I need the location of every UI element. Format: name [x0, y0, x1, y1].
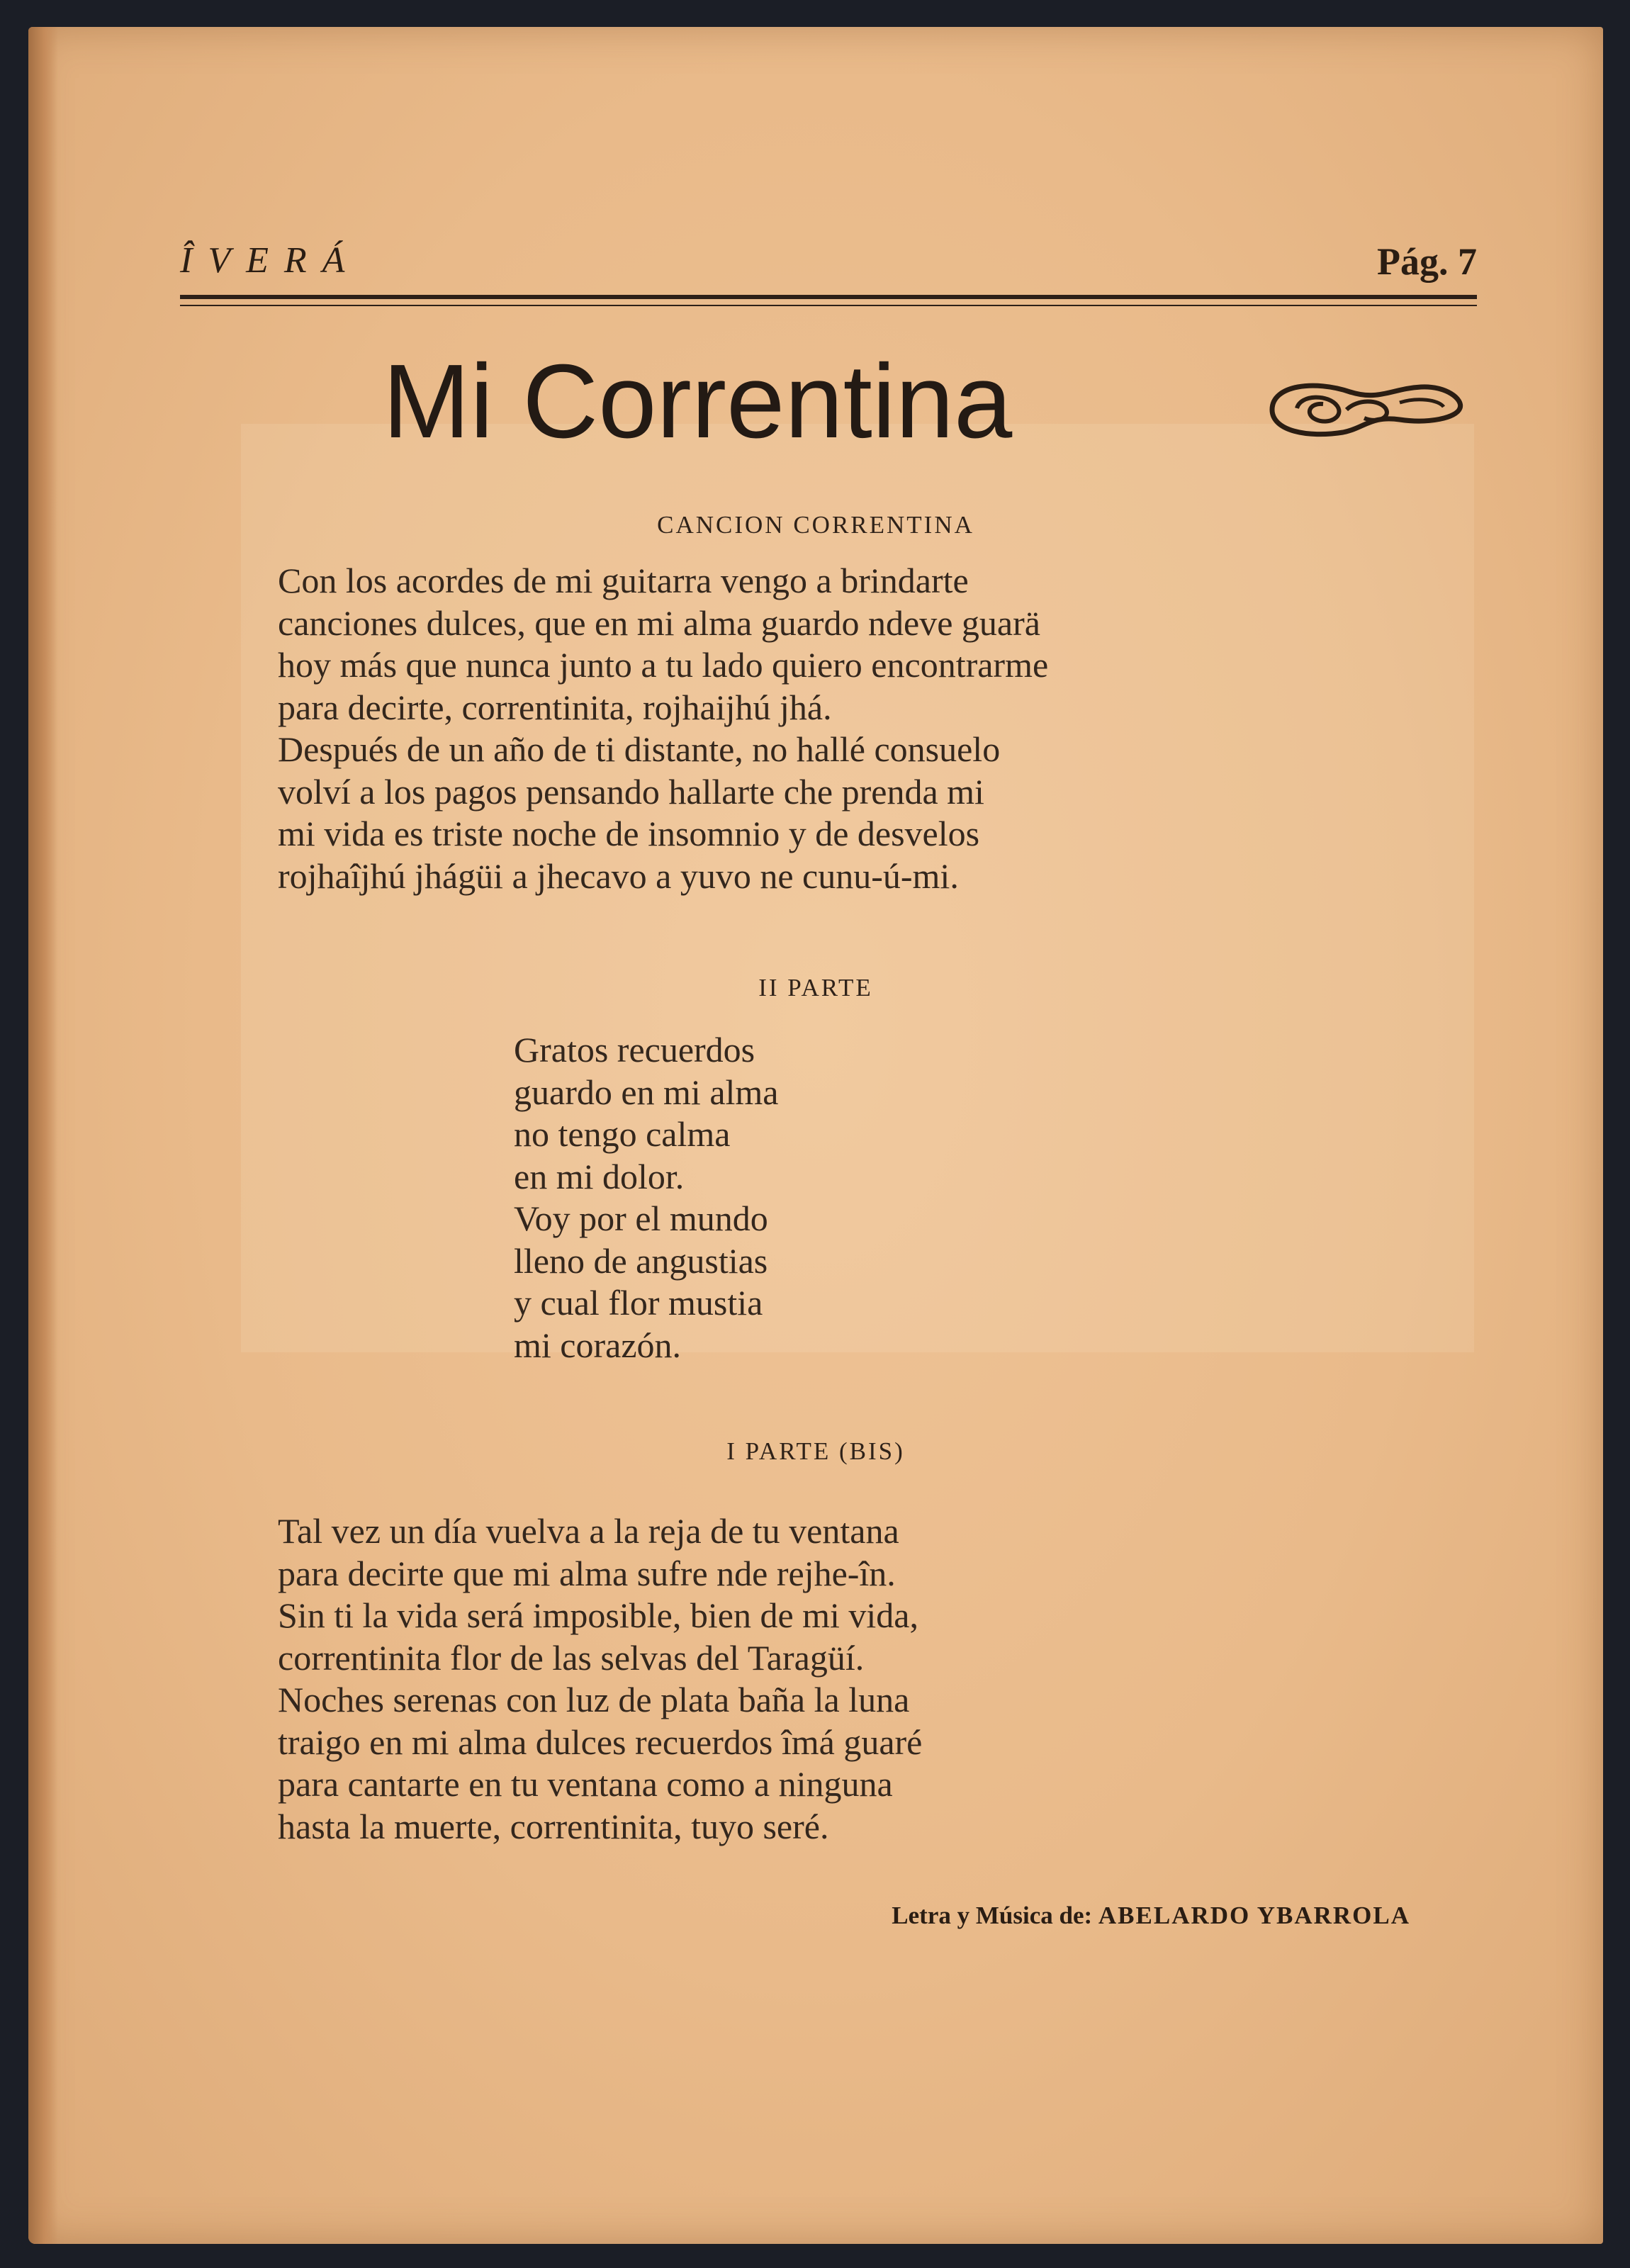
verse-line: correntinita flor de las selvas del Taragüí. — [278, 1637, 865, 1678]
credit-label: Letra y Música de: — [892, 1902, 1093, 1929]
section-heading-i-bis: I PARTE (BIS) — [726, 1437, 905, 1465]
header-rule-thick — [180, 295, 1477, 299]
verse-line: lleno de angustias — [514, 1240, 768, 1281]
verse-line: Con los acordes de mi guitarra vengo a brindarte — [278, 561, 969, 600]
verse-line: para cantarte en tu ventana como a ninguna — [278, 1764, 893, 1804]
verse-line: Tal vez un día vuelva a la reja de tu ventana — [278, 1511, 899, 1551]
stanza-3 — [278, 1510, 922, 1848]
running-title: ÎVERÁ — [180, 240, 361, 281]
verse-line: mi vida es triste noche de insomnio y de desvelos — [278, 814, 980, 853]
verse-line: guardo en mi alma — [514, 1072, 779, 1112]
page-number: Pág. 7 — [1377, 240, 1477, 283]
stanza-2 — [514, 1029, 779, 1366]
ornament-flourish-icon — [1258, 367, 1471, 445]
section-heading-ii: II PARTE — [758, 974, 873, 1001]
verse-line: Después de un año de ti distante, no hallé consuelo — [278, 729, 1001, 769]
verse-line: volví a los pagos pensando hallarte che prenda mi — [278, 771, 984, 812]
verse-line: rojhaîjhú jhágüi a jhecavo a yuvo ne cunu-ú-mi. — [278, 855, 959, 896]
verse-line: Noches serenas con luz de plata baña la luna — [278, 1680, 910, 1719]
verse-line: no tengo calma — [514, 1114, 731, 1154]
verse-line: hasta la muerte, correntinita, tuyo seré. — [278, 1806, 829, 1846]
verse-line: para decirte, correntinita, rojhaijhú jhá. — [278, 687, 832, 727]
page-header — [180, 240, 1477, 296]
verse-line: Gratos recuerdos — [514, 1030, 755, 1070]
verse-line: para decirte que mi alma sufre nde rejhe-în. — [278, 1553, 896, 1593]
verse-line: Voy por el mundo — [514, 1198, 768, 1238]
credit-author: ABELARDO YBARROLA — [1098, 1902, 1410, 1929]
verse-line: traigo en mi alma dulces recuerdos îmá guaré — [278, 1722, 923, 1762]
song-subtitle: CANCION CORRENTINA — [657, 511, 974, 539]
verse-line: mi corazón. — [514, 1325, 682, 1365]
magazine-page — [28, 27, 1603, 2244]
verse-line: y cual flor mustia — [514, 1283, 763, 1323]
verse-line: Sin ti la vida será imposible, bien de mi vida, — [278, 1595, 919, 1635]
song-credit — [28, 1902, 1410, 1930]
stanza-1 — [278, 560, 1048, 897]
header-rule-thin — [180, 305, 1477, 306]
verse-line: en mi dolor. — [514, 1156, 685, 1196]
verse-line: canciones dulces, que en mi alma guardo ndeve guarä — [278, 602, 1040, 643]
song-title: Mi Correntina — [383, 343, 1013, 460]
verse-line: hoy más que nunca junto a tu lado quiero encontrarme — [278, 645, 1049, 685]
